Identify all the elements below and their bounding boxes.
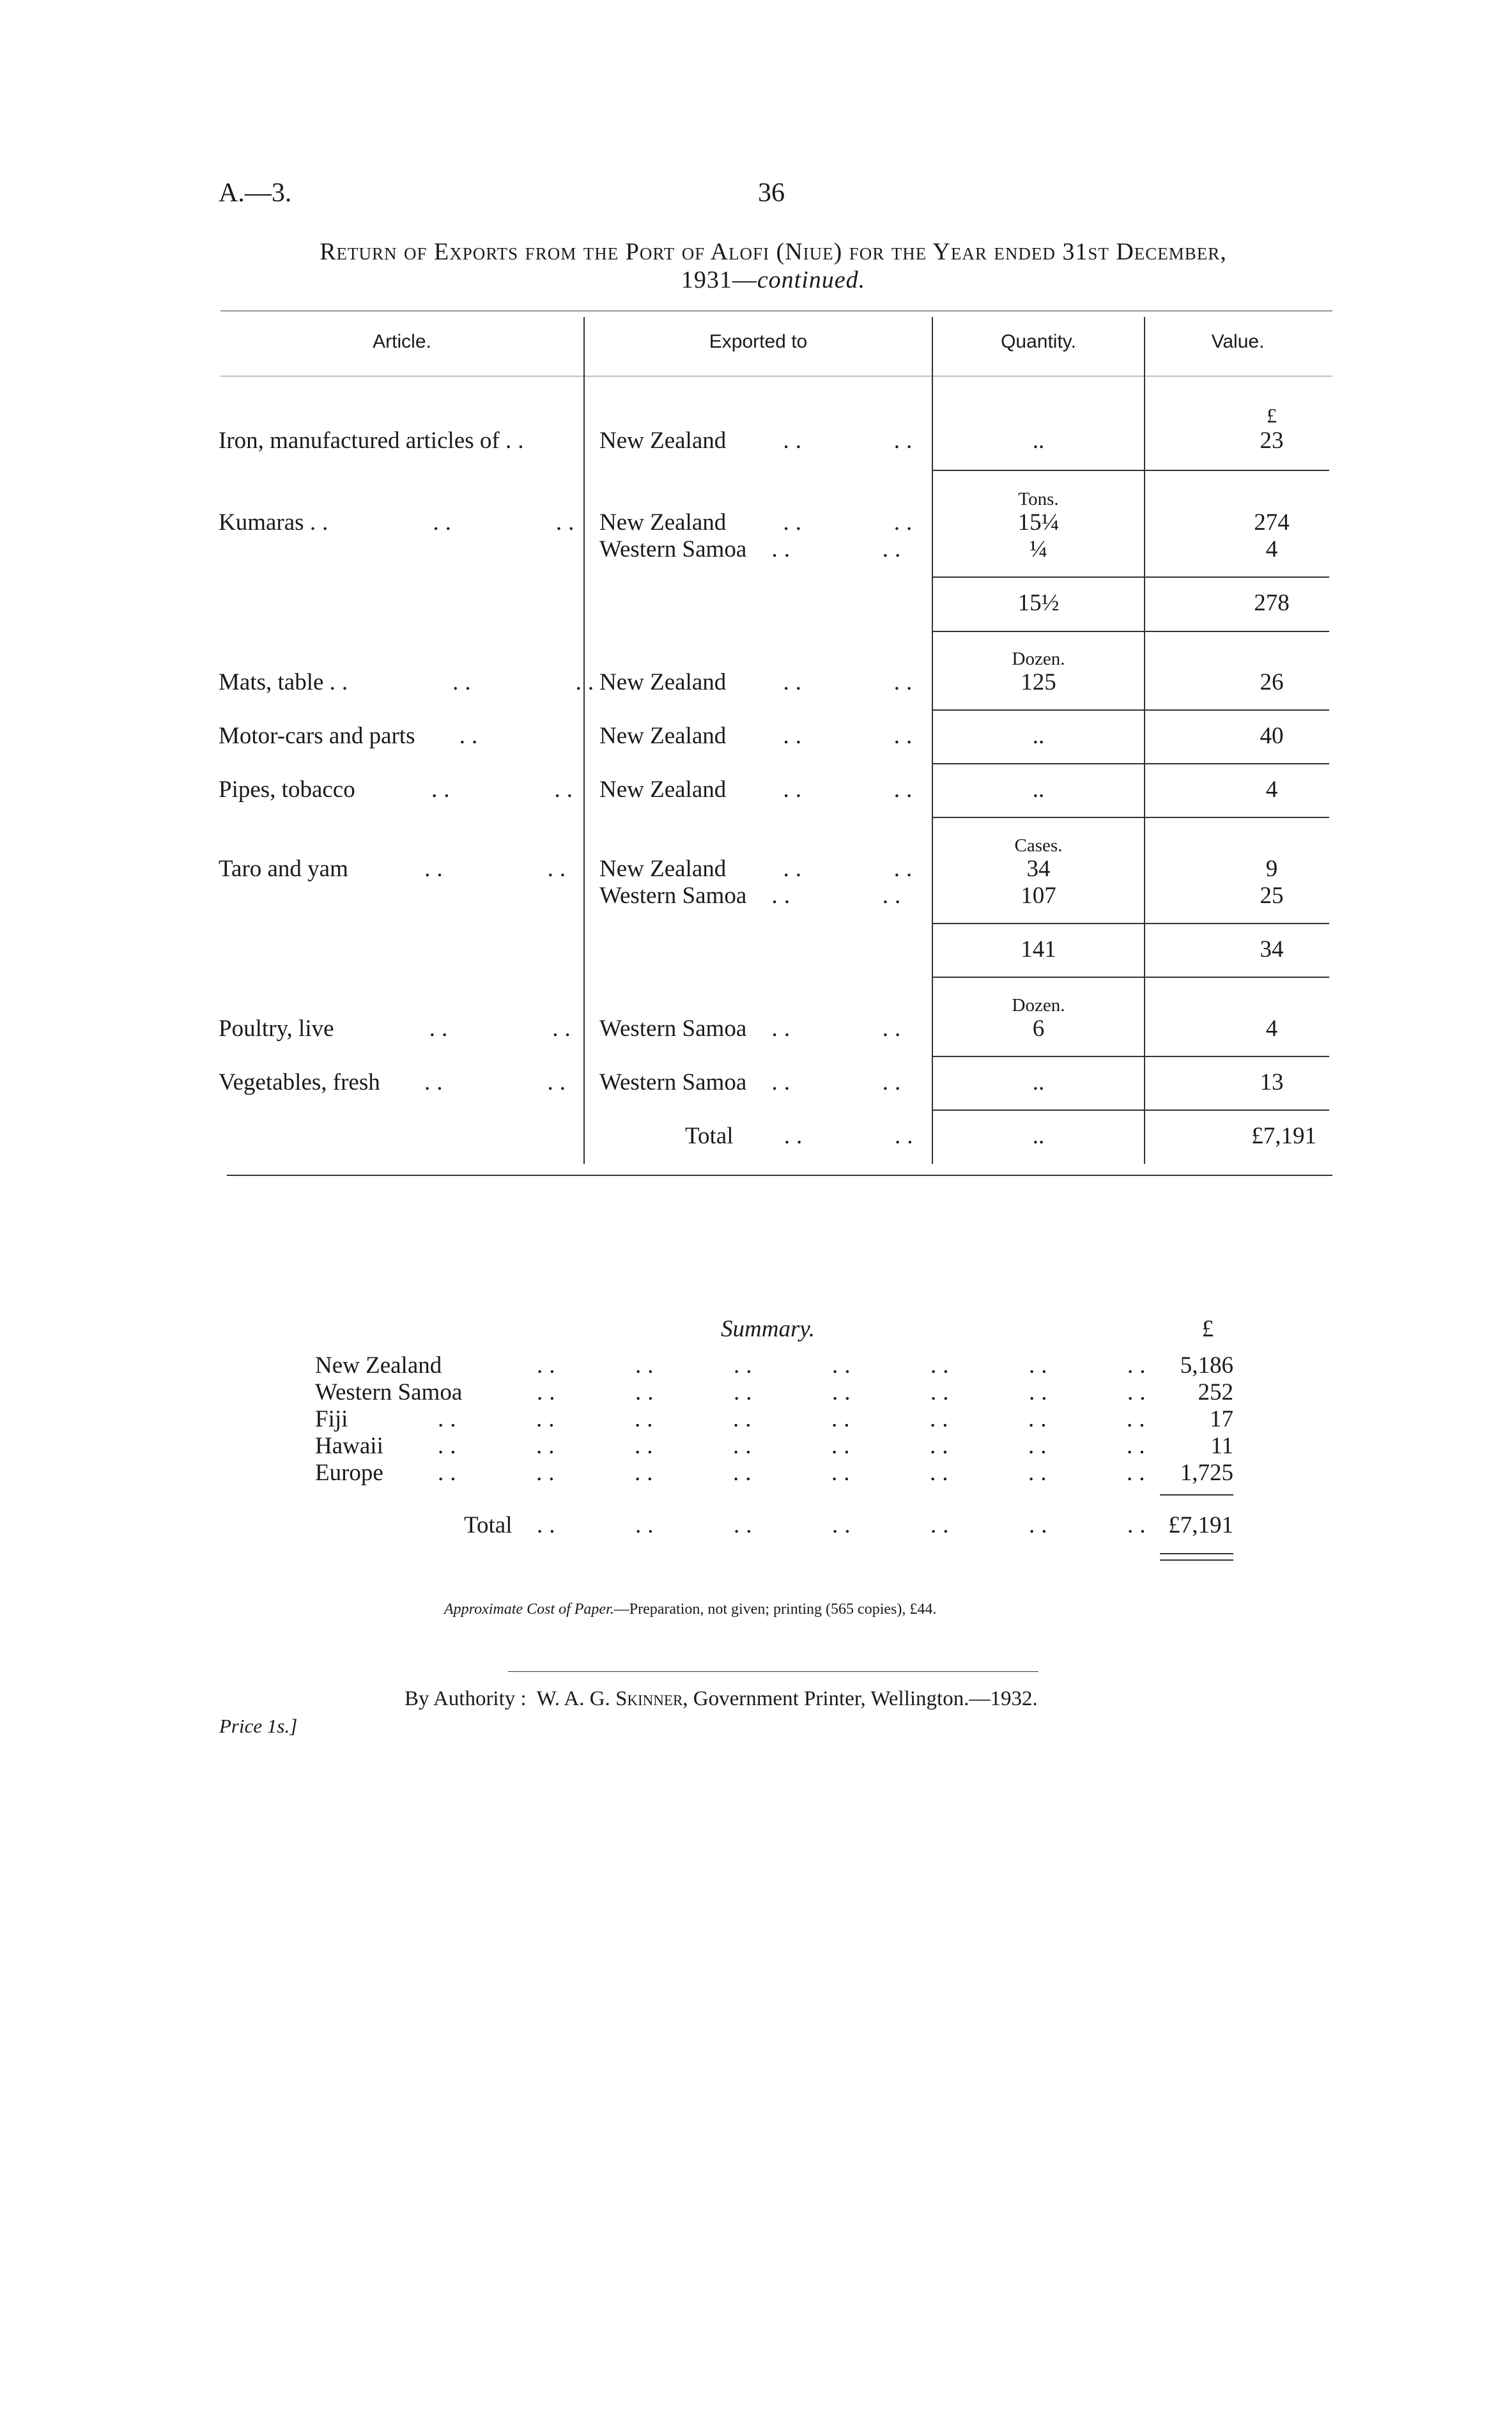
destination-name: New Zealand xyxy=(599,856,727,882)
leader-dots: .. .. xyxy=(783,669,919,695)
destination-name: Western Samoa xyxy=(599,536,747,562)
leader-dots: .. .. .. .. .. .. .. .. xyxy=(438,1406,1152,1432)
col-divider-1 xyxy=(583,317,585,1164)
article-label xyxy=(219,1015,577,1042)
quantity-value: .. xyxy=(1032,1069,1045,1095)
row-rule xyxy=(933,763,1329,764)
destination-label xyxy=(599,855,918,883)
quantity-value: .. xyxy=(1032,723,1045,749)
destination-label xyxy=(599,882,907,909)
table-bottom-rule xyxy=(227,1175,1332,1176)
leader-dots: .. .. xyxy=(783,509,919,536)
value-amount: 25 xyxy=(1260,883,1284,909)
subtotal-value: 34 xyxy=(1260,936,1284,963)
authority-tail: , Government Printer, Wellington.—1932. xyxy=(683,1687,1038,1710)
row-rule xyxy=(933,709,1329,711)
summary-item-value: 17 xyxy=(1210,1406,1233,1432)
cost-note-text: —Preparation, not given; printing (565 copies), £44. xyxy=(613,1601,937,1618)
cost-note xyxy=(444,1601,936,1618)
destination-name: Western Samoa xyxy=(599,1016,747,1042)
col-header-quantity: Quantity. xyxy=(1001,331,1076,352)
article-label xyxy=(219,669,600,696)
quantity-value: 6 xyxy=(1032,1016,1045,1042)
quantity-value: 125 xyxy=(1021,669,1056,695)
destination-label xyxy=(599,509,918,536)
quantity-value: ¼ xyxy=(1030,536,1047,562)
destination-name: New Zealand xyxy=(599,777,727,803)
quantity-value: 15¼ xyxy=(1017,509,1060,536)
destination-label xyxy=(599,1015,907,1042)
article-name: Iron, manufactured articles of xyxy=(219,428,500,454)
summary-currency: £ xyxy=(1201,1316,1214,1342)
summary-item-value: 5,186 xyxy=(1180,1352,1233,1379)
summary-item-name: Europe xyxy=(315,1460,383,1486)
col-header-exported-to: Exported to xyxy=(709,331,808,352)
destination-label xyxy=(599,1069,907,1096)
title-line-1: Return of Exports from the Port of Alofi (Niue) for the Year ended 31st December, xyxy=(320,238,1227,265)
article-label xyxy=(219,427,530,454)
col-divider-3 xyxy=(1144,317,1145,1164)
leader-dots: .. .. xyxy=(429,1016,577,1042)
summary-item-value: 252 xyxy=(1198,1379,1233,1405)
leader-dots: .. .. xyxy=(424,856,573,882)
leader-dots: .. .. xyxy=(783,723,919,749)
article-label xyxy=(219,855,572,883)
leader-dots: .. xyxy=(459,723,484,749)
total-quantity: .. xyxy=(1032,1123,1045,1149)
article-name: Pipes, tobacco xyxy=(219,777,355,803)
article-label xyxy=(219,1069,572,1096)
summary-total-label: Total xyxy=(464,1512,513,1538)
leader-dots: .. xyxy=(505,428,530,454)
quantity-unit: Dozen. xyxy=(1012,995,1065,1016)
summary-title: Summary. xyxy=(721,1316,815,1342)
page-number: 36 xyxy=(758,178,785,208)
summary-item-value: 11 xyxy=(1210,1433,1233,1459)
leader-dots: .. .. xyxy=(783,428,919,454)
summary-item-name: Western Samoa xyxy=(315,1379,463,1405)
article-name: Vegetables, fresh xyxy=(219,1069,380,1095)
leader-dots: .. .. xyxy=(771,883,907,909)
destination-label xyxy=(599,669,918,696)
destination-name: New Zealand xyxy=(599,428,727,454)
article-name: Kumaras xyxy=(219,509,304,536)
title-year: 1931— xyxy=(681,267,757,293)
col-header-value: Value. xyxy=(1211,331,1265,352)
article-name: Motor-cars and parts xyxy=(219,723,415,749)
subtotal-quantity: 141 xyxy=(1021,936,1056,963)
leader-dots: .. .. xyxy=(431,777,579,803)
destination-name: Western Samoa xyxy=(599,1069,747,1095)
authority-rule xyxy=(508,1671,1038,1672)
article-label xyxy=(219,776,579,803)
destination-label xyxy=(599,722,918,750)
leader-dots: .. .. xyxy=(783,856,919,882)
row-rule xyxy=(933,817,1329,818)
subtotal-quantity: 15½ xyxy=(1017,590,1060,616)
row-rule xyxy=(933,631,1329,632)
leader-dots: .. .. xyxy=(771,1016,907,1042)
leader-dots: .. .. .. .. .. .. .. .. xyxy=(438,1433,1152,1459)
leader-dots: .. .. .. .. .. .. .. xyxy=(537,1379,1152,1405)
summary-item-value: 1,725 xyxy=(1180,1460,1233,1486)
total-value: £7,191 xyxy=(1251,1123,1316,1149)
total-label xyxy=(685,1122,920,1150)
article-label xyxy=(219,509,580,536)
quantity-value: .. xyxy=(1032,428,1045,454)
quantity-value: 34 xyxy=(1026,856,1051,882)
quantity-value: .. xyxy=(1032,777,1045,803)
subtotal-value: 278 xyxy=(1254,590,1290,616)
value-amount: 40 xyxy=(1260,723,1284,749)
quantity-value: 107 xyxy=(1021,883,1056,909)
leader-dots: .. .. .. .. .. .. .. xyxy=(537,1512,1152,1538)
row-rule xyxy=(933,1110,1329,1111)
article-label xyxy=(219,722,484,750)
cost-note-label: Approximate Cost of Paper. xyxy=(444,1601,614,1618)
document-reference: A.—3. xyxy=(219,178,292,208)
destination-name: New Zealand xyxy=(599,723,727,749)
article-name: Taro and yam xyxy=(219,856,348,882)
summary-double-rule-top xyxy=(1160,1553,1233,1554)
value-amount: 26 xyxy=(1260,669,1284,695)
row-rule xyxy=(933,470,1329,471)
value-amount: 4 xyxy=(1265,777,1278,803)
row-rule xyxy=(933,923,1329,924)
destination-name: New Zealand xyxy=(599,669,727,695)
destination-name: New Zealand xyxy=(599,509,727,536)
leader-dots: .. .. xyxy=(783,777,919,803)
title-line-2 xyxy=(217,266,1329,294)
row-rule xyxy=(933,1056,1329,1057)
authority-lead: By Authority : W. A. G. xyxy=(405,1687,616,1710)
leader-dots: .. .. xyxy=(771,536,907,562)
leader-dots: .. .. .. xyxy=(309,509,581,536)
leader-dots: .. .. .. .. .. .. .. .. xyxy=(438,1460,1152,1486)
summary-total-value: £7,191 xyxy=(1168,1512,1233,1538)
value-amount: 23 xyxy=(1260,428,1284,454)
title-continued: continued. xyxy=(757,267,866,293)
value-amount: 274 xyxy=(1254,509,1290,536)
leader-dots: .. .. .. .. .. .. .. xyxy=(537,1352,1152,1379)
destination-label xyxy=(599,536,907,563)
price-label: Price 1s.] xyxy=(219,1715,298,1737)
authority-line xyxy=(405,1687,1038,1711)
summary-item-name: New Zealand xyxy=(315,1352,442,1379)
summary-sum-rule xyxy=(1160,1494,1233,1496)
total-text: Total xyxy=(685,1123,734,1149)
article-name: Mats, table xyxy=(219,669,324,695)
printer-name: Skinner xyxy=(615,1687,683,1710)
destination-label xyxy=(599,776,918,803)
summary-double-rule-bottom xyxy=(1160,1559,1233,1561)
value-amount: 9 xyxy=(1265,856,1278,882)
summary-item-name: Hawaii xyxy=(315,1433,383,1459)
currency-unit: £ xyxy=(1267,404,1277,427)
value-amount: 13 xyxy=(1260,1069,1284,1095)
value-amount: 4 xyxy=(1265,536,1278,562)
leader-dots: .. .. xyxy=(783,1123,920,1149)
leader-dots: .. .. .. xyxy=(329,669,601,695)
leader-dots: .. .. xyxy=(424,1069,572,1095)
summary-item-name: Fiji xyxy=(315,1406,348,1432)
quantity-unit: Cases. xyxy=(1014,835,1063,856)
quantity-unit: Dozen. xyxy=(1012,649,1065,669)
row-rule xyxy=(933,576,1329,578)
row-rule xyxy=(933,977,1329,978)
quantity-unit: Tons. xyxy=(1018,489,1059,509)
destination-name: Western Samoa xyxy=(599,883,747,909)
leader-dots: .. .. xyxy=(771,1069,907,1095)
document-title xyxy=(217,238,1329,294)
value-amount: 4 xyxy=(1265,1016,1278,1042)
article-name: Poultry, live xyxy=(219,1016,334,1042)
destination-label xyxy=(599,427,918,454)
col-header-article: Article. xyxy=(373,331,431,352)
